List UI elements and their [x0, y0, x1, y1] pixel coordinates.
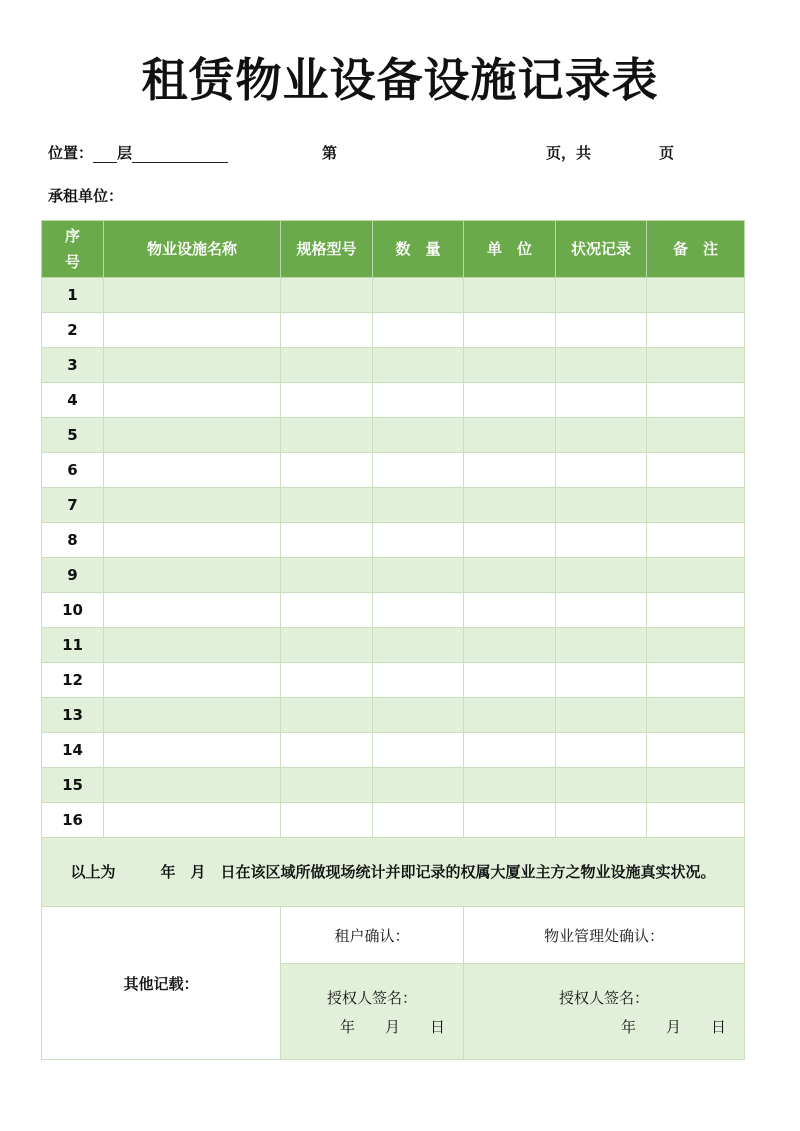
table-cell[interactable] [464, 663, 556, 698]
statement-row [42, 838, 745, 907]
table-cell[interactable] [373, 453, 464, 488]
header-qty: 数 量 [373, 221, 464, 278]
table-cell[interactable] [104, 278, 281, 313]
table-cell[interactable] [104, 523, 281, 558]
table-cell[interactable] [556, 698, 647, 733]
table-cell[interactable] [281, 698, 373, 733]
location-line [48, 142, 228, 163]
table-cell[interactable] [647, 348, 745, 383]
table-cell[interactable] [281, 733, 373, 768]
table-cell[interactable] [373, 663, 464, 698]
table-cell[interactable] [373, 593, 464, 628]
table-row [42, 768, 745, 803]
statement-text: 以上为 年 月 日在该区域所做现场统计并即记录的权属大厦业主方之物业设施真实状况。 [42, 838, 745, 907]
table-cell[interactable] [647, 663, 745, 698]
table-cell[interactable] [373, 348, 464, 383]
mgmt-sign-date: 年 月 日 [620, 1017, 726, 1036]
table-row [42, 803, 745, 838]
table-cell[interactable] [104, 768, 281, 803]
row-number: 2 [42, 313, 104, 348]
mgmt-signer-label: 授权人签名： [558, 988, 649, 1007]
table-cell[interactable] [373, 418, 464, 453]
table-cell[interactable] [647, 803, 745, 838]
row-number: 9 [42, 558, 104, 593]
table-cell[interactable] [464, 803, 556, 838]
table-cell[interactable] [104, 593, 281, 628]
row-number: 5 [42, 418, 104, 453]
table-cell[interactable] [556, 663, 647, 698]
header-row [42, 221, 745, 278]
table-cell[interactable] [464, 523, 556, 558]
table-cell[interactable] [104, 453, 281, 488]
table-cell[interactable] [373, 488, 464, 523]
table-row [42, 383, 745, 418]
table-cell[interactable] [104, 348, 281, 383]
table-cell[interactable] [281, 383, 373, 418]
table-cell[interactable] [556, 383, 647, 418]
row-number: 14 [42, 733, 104, 768]
table-cell[interactable] [464, 733, 556, 768]
tenant-sign-cell[interactable] [281, 964, 464, 1060]
table-cell[interactable] [104, 628, 281, 663]
row-number: 15 [42, 768, 104, 803]
table-cell[interactable] [647, 418, 745, 453]
table-cell[interactable] [281, 558, 373, 593]
table-cell[interactable] [464, 488, 556, 523]
table-cell[interactable] [556, 628, 647, 663]
header-seq-text: 序 号 [64, 227, 80, 271]
table-cell[interactable] [104, 558, 281, 593]
other-records-label: 其他记载： [42, 907, 281, 1060]
table-cell[interactable] [104, 418, 281, 453]
table-cell[interactable] [281, 348, 373, 383]
table-row [42, 418, 745, 453]
table-cell[interactable] [104, 803, 281, 838]
table-cell[interactable] [556, 348, 647, 383]
page-title: 租赁物业设备设施记录表 [141, 53, 659, 107]
table-cell[interactable] [464, 278, 556, 313]
tenant-confirm-label: 租户确认： [281, 907, 464, 964]
table-cell[interactable] [281, 593, 373, 628]
table-cell[interactable] [647, 383, 745, 418]
table-cell[interactable] [647, 593, 745, 628]
table-cell[interactable] [647, 523, 745, 558]
table-cell[interactable] [556, 733, 647, 768]
floor-blank[interactable] [93, 146, 117, 163]
header-seq [42, 221, 104, 278]
table-cell[interactable] [556, 593, 647, 628]
table-row [42, 488, 745, 523]
header-name: 物业设施名称 [104, 221, 281, 278]
tenant-label: 承租单位： [48, 187, 124, 205]
confirm-row [42, 907, 745, 964]
table-cell[interactable] [464, 698, 556, 733]
table-cell[interactable] [647, 313, 745, 348]
equipment-table [41, 220, 745, 1060]
table-cell[interactable] [556, 803, 647, 838]
page-sep-label: 页，共 [546, 144, 592, 162]
table-cell[interactable] [104, 313, 281, 348]
table-cell[interactable] [281, 488, 373, 523]
table-cell[interactable] [281, 663, 373, 698]
table-cell[interactable] [373, 768, 464, 803]
location-blank[interactable] [132, 146, 228, 163]
table-cell[interactable] [647, 453, 745, 488]
header-unit: 单 位 [464, 221, 556, 278]
table-cell[interactable] [647, 558, 745, 593]
table-cell[interactable] [556, 453, 647, 488]
table-cell[interactable] [373, 628, 464, 663]
row-number: 1 [42, 278, 104, 313]
row-number: 6 [42, 453, 104, 488]
table-cell[interactable] [464, 768, 556, 803]
mgmt-sign-cell[interactable] [464, 964, 745, 1060]
table-cell[interactable] [647, 768, 745, 803]
table-row [42, 733, 745, 768]
table-row [42, 593, 745, 628]
table-cell[interactable] [647, 278, 745, 313]
page-total-label: 页 [659, 144, 675, 162]
table-row [42, 313, 745, 348]
table-cell[interactable] [373, 803, 464, 838]
table-cell[interactable] [464, 418, 556, 453]
table-cell[interactable] [281, 313, 373, 348]
table-cell[interactable] [281, 628, 373, 663]
table-cell[interactable] [373, 278, 464, 313]
table-cell[interactable] [373, 523, 464, 558]
mgmt-confirm-label: 物业管理处确认： [464, 907, 745, 964]
table-row [42, 523, 745, 558]
table-cell[interactable] [373, 733, 464, 768]
table-cell[interactable] [464, 628, 556, 663]
table-cell[interactable] [464, 348, 556, 383]
tenant-signer-label: 授权人签名： [326, 988, 417, 1007]
row-number: 16 [42, 803, 104, 838]
table-cell[interactable] [373, 558, 464, 593]
table-cell[interactable] [556, 313, 647, 348]
table-cell[interactable] [464, 593, 556, 628]
table-cell[interactable] [281, 453, 373, 488]
table-cell[interactable] [647, 488, 745, 523]
table-body [42, 278, 745, 838]
table-cell[interactable] [556, 523, 647, 558]
table-cell[interactable] [281, 418, 373, 453]
header-remark: 备 注 [647, 221, 745, 278]
page-no-label: 第 [322, 144, 338, 162]
table-row [42, 278, 745, 313]
table-row [42, 558, 745, 593]
row-number: 12 [42, 663, 104, 698]
table-cell[interactable] [104, 663, 281, 698]
row-number: 4 [42, 383, 104, 418]
table-cell[interactable] [464, 558, 556, 593]
row-number: 7 [42, 488, 104, 523]
table-cell[interactable] [104, 698, 281, 733]
table-cell[interactable] [104, 733, 281, 768]
table-cell[interactable] [556, 558, 647, 593]
table-cell[interactable] [464, 453, 556, 488]
table-row [42, 663, 745, 698]
table-cell[interactable] [373, 313, 464, 348]
table-cell[interactable] [281, 803, 373, 838]
table-cell[interactable] [464, 383, 556, 418]
location-label: 位置： [48, 144, 94, 162]
floor-label: 层 [117, 144, 133, 162]
table-cell[interactable] [373, 698, 464, 733]
tenant-sign-date: 年 月 日 [339, 1017, 445, 1036]
row-number: 3 [42, 348, 104, 383]
table-row [42, 453, 745, 488]
table-cell[interactable] [104, 488, 281, 523]
table-row [42, 348, 745, 383]
table-row [42, 698, 745, 733]
row-number: 11 [42, 628, 104, 663]
table-cell[interactable] [281, 523, 373, 558]
table-cell[interactable] [104, 383, 281, 418]
table-cell[interactable] [647, 733, 745, 768]
header-model: 规格型号 [281, 221, 373, 278]
table-cell[interactable] [556, 768, 647, 803]
table-row [42, 628, 745, 663]
table-cell[interactable] [556, 488, 647, 523]
table-cell[interactable] [556, 418, 647, 453]
table-cell[interactable] [281, 768, 373, 803]
table-cell[interactable] [556, 278, 647, 313]
row-number: 13 [42, 698, 104, 733]
header-status: 状况记录 [556, 221, 647, 278]
table-cell[interactable] [647, 628, 745, 663]
row-number: 10 [42, 593, 104, 628]
table-cell[interactable] [647, 698, 745, 733]
table-cell[interactable] [281, 278, 373, 313]
table-cell[interactable] [464, 313, 556, 348]
table-cell[interactable] [373, 383, 464, 418]
row-number: 8 [42, 523, 104, 558]
